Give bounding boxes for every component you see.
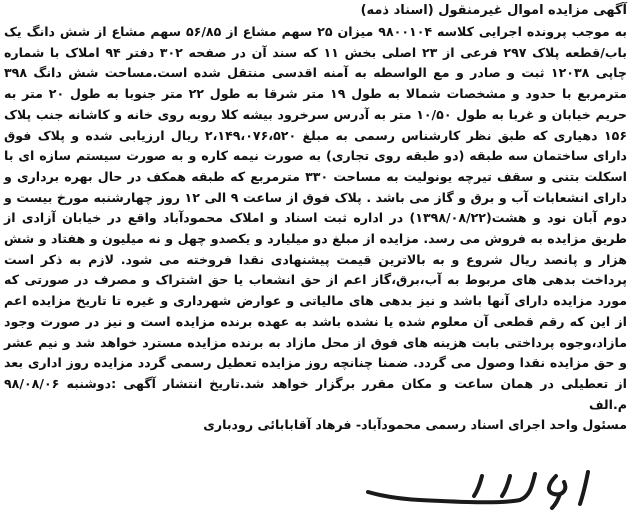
- notice-title: آگهی مزایده اموال غیرمنقول (اسناد ذمه): [360, 3, 627, 18]
- notice-body: به موجب پرونده اجرایی کلاسه ۹۸۰۰۱۰۴ میزان ۲۵ سهم مشاع از ۵۶/۸۵ سهم مشاع از شش دانگ یک باب/قطعه پلاک ۲۹۷ فرعی از ۲۳ اصلی بخش ۱۱ که سند آن در صفحه ۳۰۲ دفتر ۹۴ املاک با شماره چاپی ۱۲۰۳۸ ثبت و صادر و مع الواسطه به آمنه اقدسی منتقل شده است.مساحت شش دانگ ۳۹۸ مترمربع با حدود و مشخصات شمالا به طول ۱۹ متر شرقا به طول ۲۲ متر جنوبا به طول ۲۰ متر به حریم خیابان و غربا به طول ۱۰/۵۰ متر به آدرس سرخرود بیشه کلا روبه روی خانه و کاشانه جنب پلاک ۱۵۶ دهیاری که طبق نظر کارشناس رسمی به مبلغ ۲،۱۴۹،۰۷۶،۵۲۰ ریال ارزیابی شده و پلاک فوق دارای ساختمان سه طبقه (دو طبقه روی تجاری) به صورت نیمه کاره و به صورت سیستم سازه ای با اسکلت بتنی و سقف تیرچه یونولیت به مساحت ۳۳۰ مترمربع که طبقه همکف در حال بهره برداری و دارای انشعابات آب و برق و گاز می باشد . پلاک فوق از ساعت ۹ الی ۱۲ روز چهارشنبه مورخ بیست و دوم آبان نود و هشت(۱۳۹۸/۰۸/۲۲) در اداره ثبت اسناد و املاک محمودآباد واقع در خیابان آزادی از طریق مزایده به فروش می رسد. مزایده از مبلغ دو میلیارد و یکصدو چهل و نه میلیون و هفتاد و شش هزار و پانصد ریال شروع و به بالاترین قیمت پیشنهادی نقدا فروخته می شود. لازم به ذکر است پرداخت بدهی های مربوط به آب،برق،گاز اعم از حق انشعاب یا حق اشتراک و مصرف در صورتی که مورد مزایده دارای آنها باشد و نیز بدهی های مالیاتی و عوارض شهرداری و غیره تا تاریخ مزایده اعم از این که رقم قطعی آن معلوم شده یا نشده باشد به عهده برنده مزایده است و نیز در صورت وجود مازاد،وجوه پرداختی بابت هزینه های فوق از محل مازاد به برنده مزایده مسترد خواهد شد و نیم عشر و حق مزایده نقدا وصول می گردد. ضمنا چنانچه روز مزایده تعطیل رسمی گردد مزایده روز اداری بعد از تعطیلی در همان ساعت و مکان مقرر برگزار خواهد شد.تاریخ انتشار آگهی :دوشنبه ۹۸/۰۸/۰۶ م.الف: [4, 24, 628, 412]
- handwritten-number-annotation: [360, 466, 600, 510]
- notice-signature: مسئول واحد اجرای اسناد رسمی محمودآباد- فرهاد آقابابائی رودباری: [203, 417, 627, 433]
- auction-notice: [4, 2, 627, 435]
